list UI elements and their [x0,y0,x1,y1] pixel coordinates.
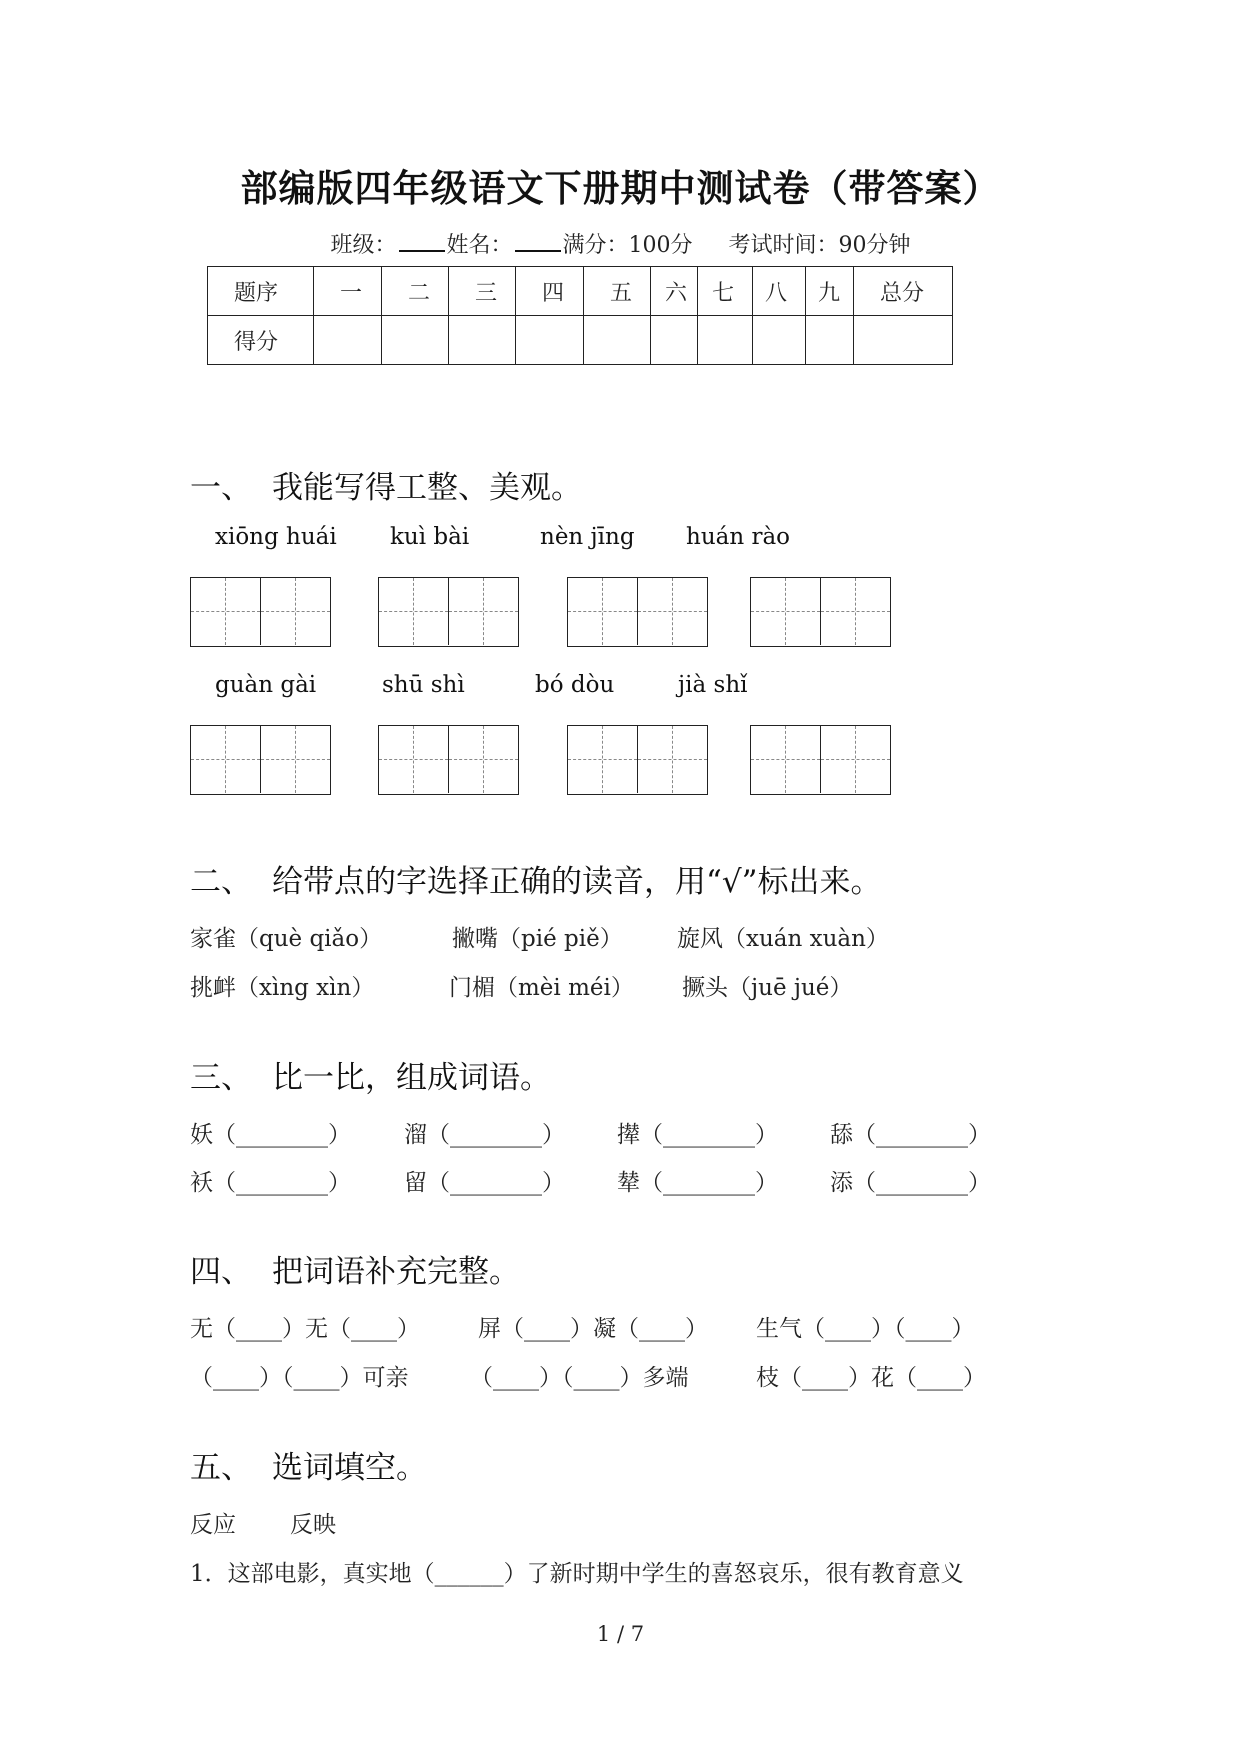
table-header-cell: 一 [314,267,382,316]
score-cell[interactable] [382,316,449,365]
word-building-item[interactable]: 溜（________） [404,1122,565,1148]
reading-choice-item[interactable]: 挑衅（xìng xìn） [190,975,375,1001]
writing-grid-box[interactable] [567,725,708,795]
word-option: 反应 [190,1512,236,1538]
score-cell[interactable] [753,316,806,365]
pinyin-label: nèn jīng [540,524,635,550]
score-cell[interactable] [516,316,584,365]
pinyin-label: jià shǐ [678,672,748,698]
word-building-item[interactable]: 舔（________） [830,1122,991,1148]
class-blank[interactable] [399,232,445,252]
table-header-cell: 九 [806,267,854,316]
table-header-cell: 二 [382,267,449,316]
section-number: 四、 [190,1254,252,1290]
name-label: 姓名： [446,233,513,258]
full-score: 满分：100分 [562,233,693,258]
writing-grid-box[interactable] [378,577,519,647]
score-cell[interactable] [314,316,382,365]
score-table-header-row [208,267,953,316]
pinyin-label: shū shì [382,672,465,698]
word-building-item[interactable]: 添（________） [830,1170,991,1196]
pinyin-label: huán rào [686,524,791,550]
pinyin-label: xiōng huái [215,524,337,550]
section-1-title [190,462,582,507]
section-heading: 把词语补充完整。 [272,1254,520,1290]
idiom-fill-item[interactable]: 无（____）无（____） [190,1316,420,1342]
score-cell[interactable] [449,316,516,365]
section-number: 三、 [190,1060,252,1096]
idiom-fill-item[interactable]: （____）（____）可亲 [190,1365,409,1391]
table-header-cell: 题序 [208,267,314,316]
score-cell[interactable] [854,316,953,365]
page-number: 1 / 7 [596,1622,645,1646]
score-cell[interactable] [698,316,753,365]
section-heading: 给带点的字选择正确的读音，用“√”标出来。 [272,864,882,900]
reading-choice-item[interactable]: 撇嘴（pié piě） [452,926,623,952]
section-5-title [190,1442,427,1487]
word-building-item[interactable]: 留（________） [404,1170,565,1196]
pinyin-label: guàn gài [215,672,317,698]
table-row-label: 得分 [208,316,314,365]
section-number: 一、 [190,470,252,506]
section-number: 五、 [190,1450,252,1486]
pinyin-label: bó dòu [535,672,615,698]
page-title: 部编版四年级语文下册期中测试卷（带答案） [240,166,1001,210]
word-building-item[interactable]: 辇（________） [617,1170,778,1196]
idiom-fill-item[interactable]: 生气（____）（____） [756,1316,975,1342]
score-cell[interactable] [806,316,854,365]
writing-grid-box[interactable] [378,725,519,795]
reading-choice-item[interactable]: 撅头（juē jué） [682,975,853,1001]
section-4-title [190,1246,520,1291]
class-label: 班级： [330,233,397,258]
idiom-fill-item[interactable]: （____）（____）多端 [470,1365,689,1391]
word-building-item[interactable]: 袄（________） [190,1170,351,1196]
exam-info-line [0,228,1241,259]
writing-grid-box[interactable] [750,577,891,647]
idiom-fill-item[interactable]: 屏（____）凝（____） [478,1316,708,1342]
section-2-title [190,856,881,901]
score-cell[interactable] [651,316,698,365]
table-header-cell: 三 [449,267,516,316]
section-heading: 选词填空。 [272,1450,427,1486]
word-option: 反映 [290,1512,336,1538]
name-blank[interactable] [515,232,561,252]
reading-choice-item[interactable]: 门楣（mèi méi） [449,975,634,1001]
idiom-fill-item[interactable]: 枝（____）花（____） [756,1365,986,1391]
table-header-cell: 八 [753,267,806,316]
section-heading: 比一比，组成词语。 [272,1060,551,1096]
section-heading: 我能写得工整、美观。 [272,470,582,506]
reading-choice-item[interactable]: 家雀（què qiǎo） [190,926,383,952]
score-table-score-row [208,316,953,365]
table-header-cell: 五 [584,267,651,316]
word-building-item[interactable]: 撵（________） [617,1122,778,1148]
score-table [207,266,953,365]
exam-time: 考试时间：90分钟 [728,233,911,258]
writing-grid-box[interactable] [567,577,708,647]
table-header-cell: 六 [651,267,698,316]
question-1[interactable]: 1．这部电影，真实地（______）了新时期中学生的喜怒哀乐，很有教育意义 [190,1561,964,1587]
table-header-cell: 总分 [854,267,953,316]
score-cell[interactable] [584,316,651,365]
section-number: 二、 [190,864,252,900]
writing-grid-box[interactable] [190,577,331,647]
reading-choice-item[interactable]: 旋风（xuán xuàn） [677,926,889,952]
section-3-title [190,1052,551,1097]
word-building-item[interactable]: 妖（________） [190,1122,351,1148]
writing-grid-box[interactable] [190,725,331,795]
writing-grid-box[interactable] [750,725,891,795]
pinyin-label: kuì bài [390,524,470,550]
table-header-cell: 四 [516,267,584,316]
table-header-cell: 七 [698,267,753,316]
